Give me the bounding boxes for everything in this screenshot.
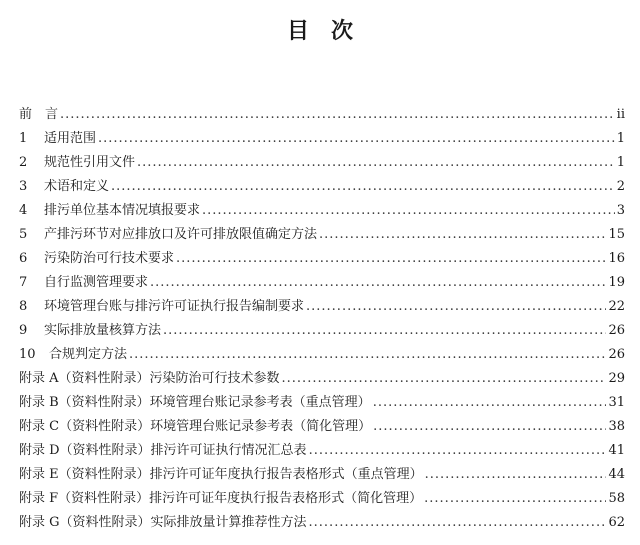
toc-entry-label: 实际排放量核算方法 <box>44 323 162 338</box>
toc-dot-leader <box>202 203 615 219</box>
toc-dot-leader <box>150 275 606 291</box>
toc-entry[interactable] <box>19 171 625 195</box>
toc-entry-label: 附录 D（资料性附录）排污许可证执行情况汇总表 <box>19 443 307 458</box>
toc-entry[interactable] <box>19 123 625 147</box>
toc-title: 目 次 <box>286 19 353 44</box>
toc-entry-number: 9 <box>19 323 28 338</box>
toc-dot-leader <box>111 179 615 195</box>
toc-entry[interactable] <box>19 483 625 507</box>
toc-entry-label: 附录 C（资料性附录）环境管理台账记录参考表（简化管理） <box>19 419 372 434</box>
toc-entry[interactable] <box>19 195 625 219</box>
toc-entry[interactable] <box>19 387 625 411</box>
toc-entry[interactable] <box>19 435 625 459</box>
toc-entry-page: 29 <box>608 371 625 386</box>
toc-entry[interactable] <box>19 363 625 387</box>
toc-entry[interactable] <box>19 219 625 243</box>
toc-entry[interactable] <box>19 411 625 435</box>
toc-entry-label: 附录 A（资料性附录）污染防治可行技术参数 <box>19 371 280 386</box>
toc-entry-page: 1 <box>616 131 625 146</box>
toc-entry-label: 规范性引用文件 <box>44 155 136 170</box>
toc-entry-number: 2 <box>19 155 28 170</box>
toc-entry-page: 1 <box>616 155 625 170</box>
toc-list <box>19 99 625 531</box>
toc-entry-label: 适用范围 <box>44 131 97 146</box>
toc-dot-leader <box>98 131 615 147</box>
toc-entry-page: 22 <box>608 299 625 314</box>
toc-entry-page: 26 <box>608 323 625 338</box>
toc-entry-label: 附录 F（资料性附录）排污许可证年度执行报告表格形式（简化管理） <box>19 491 423 506</box>
toc-entry-label: 附录 E（资料性附录）排污许可证年度执行报告表格形式（重点管理） <box>19 467 423 482</box>
toc-entry-page: 41 <box>608 443 625 458</box>
toc-entry-page: 15 <box>608 227 625 242</box>
toc-dot-leader <box>425 467 607 483</box>
toc-entry[interactable] <box>19 99 625 123</box>
toc-entry-number: 4 <box>19 203 28 218</box>
toc-entry-label: 附录 B（资料性附录）环境管理台账记录参考表（重点管理） <box>19 395 371 410</box>
toc-dot-leader <box>373 395 607 411</box>
toc-dot-leader <box>373 419 606 435</box>
toc-entry-number: 1 <box>19 131 28 146</box>
toc-entry-number: 7 <box>19 275 28 290</box>
toc-entry-number: 3 <box>19 179 28 194</box>
toc-entry-label: 污染防治可行技术要求 <box>44 251 175 266</box>
toc-entry[interactable] <box>19 459 625 483</box>
toc-entry-page: ii <box>616 107 625 122</box>
toc-entry[interactable] <box>19 315 625 339</box>
toc-entry-label: 自行监测管理要求 <box>44 275 149 290</box>
toc-dot-leader <box>60 107 615 123</box>
toc-entry[interactable] <box>19 339 625 363</box>
toc-entry-page: 58 <box>608 491 625 506</box>
toc-entry-label: 前 言 <box>19 107 59 122</box>
toc-entry-label: 合规判定方法 <box>49 347 128 362</box>
toc-dot-leader <box>163 323 606 339</box>
toc-entry-number: 5 <box>19 227 28 242</box>
toc-entry-label: 术语和定义 <box>44 179 110 194</box>
toc-entry[interactable] <box>19 507 625 531</box>
toc-entry[interactable] <box>19 243 625 267</box>
toc-entry-page: 26 <box>608 347 625 362</box>
toc-entry-number: 6 <box>19 251 28 266</box>
toc-dot-leader <box>309 443 607 459</box>
toc-entry-number: 10 <box>19 347 36 362</box>
toc-dot-leader <box>306 299 606 315</box>
toc-entry[interactable] <box>19 267 625 291</box>
toc-dot-leader <box>309 515 607 531</box>
toc-dot-leader <box>176 251 606 267</box>
toc-dot-leader <box>424 491 606 507</box>
toc-entry-label: 产排污环节对应排放口及许可排放限值确定方法 <box>44 227 318 242</box>
toc-entry-number: 8 <box>19 299 28 314</box>
toc-entry-label: 附录 G（资料性附录）实际排放量计算推荐性方法 <box>19 515 307 530</box>
toc-entry-page: 44 <box>608 467 625 482</box>
toc-dot-leader <box>282 371 607 387</box>
toc-entry-page: 16 <box>608 251 625 266</box>
toc-entry-page: 2 <box>616 179 625 194</box>
toc-dot-leader <box>129 347 606 363</box>
toc-entry-page: 19 <box>608 275 625 290</box>
toc-entry-page: 3 <box>616 203 625 218</box>
toc-entry[interactable] <box>19 147 625 171</box>
toc-dot-leader <box>137 155 615 171</box>
toc-entry-page: 38 <box>608 419 625 434</box>
toc-entry-page: 62 <box>608 515 625 530</box>
toc-entry-label: 环境管理台账与排污许可证执行报告编制要求 <box>44 299 305 314</box>
toc-entry-label: 排污单位基本情况填报要求 <box>44 203 201 218</box>
toc-entry[interactable] <box>19 291 625 315</box>
toc-entry-page: 31 <box>608 395 625 410</box>
toc-dot-leader <box>319 227 606 243</box>
